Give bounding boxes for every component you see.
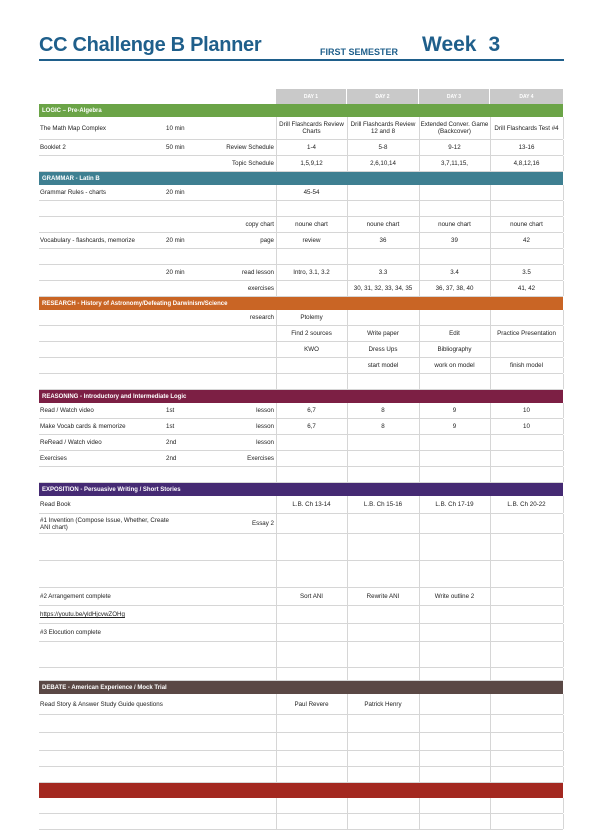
table-row	[39, 798, 563, 814]
table-row	[39, 588, 563, 606]
table-row	[39, 467, 563, 483]
day-2-cell: 8	[381, 423, 385, 430]
table-row	[39, 326, 563, 342]
row-unit: lesson	[256, 439, 274, 446]
table-row	[39, 694, 563, 715]
row-unit: Review Schedule	[226, 144, 274, 151]
day-2-cell: Dress Ups	[368, 346, 398, 353]
day-4-cell: finish model	[509, 362, 544, 369]
row-unit: lesson	[256, 423, 274, 430]
day-2-cell: noune chart	[366, 221, 400, 228]
row-unit: read lesson	[242, 269, 274, 276]
day-4-cell: 10	[523, 423, 530, 430]
day-2-cell: 3.3	[378, 269, 388, 276]
row-label: The Math Map Complex	[40, 124, 107, 132]
row-unit: page	[260, 237, 274, 244]
row-label: Grammar Rules - charts	[40, 189, 107, 196]
day-1-header: DAY 1	[276, 89, 347, 104]
row-unit: research	[249, 314, 274, 321]
table-row	[39, 814, 563, 830]
day-4-cell: 3.5	[522, 269, 531, 276]
row-unit: Topic Schedule	[232, 160, 274, 167]
video-link[interactable]	[40, 606, 165, 623]
day-4-cell: 42	[523, 237, 530, 244]
day-1-cell: review	[302, 237, 321, 244]
table-row	[39, 561, 563, 588]
day-4-cell: Drill Flashcards Test #4	[494, 124, 559, 132]
debate-section-header: DEBATE - American Experience / Mock Trial	[39, 681, 563, 694]
table-row	[39, 451, 563, 467]
table-row	[39, 403, 563, 419]
day-1-cell: 1-4	[307, 144, 316, 151]
day-1-cell: 6,7	[307, 407, 316, 414]
planner-title: CC Challenge B Planner	[39, 34, 262, 56]
bottom-section-bar	[39, 783, 563, 798]
semester-label: FIRST SEMESTER	[320, 47, 399, 57]
day-2-cell: L.B. Ch 15-16	[363, 501, 403, 508]
day-1-cell: noune chart	[295, 221, 328, 228]
day-4-cell: Practice Presentation	[497, 330, 556, 337]
day-2-cell: Drill Flashcards Review 12 and 8	[350, 121, 416, 135]
row-label: Exercises	[40, 455, 67, 462]
table-row	[39, 668, 563, 681]
grammar-section-header: GRAMMAR - Latin B	[39, 172, 563, 185]
day-4-header: DAY 4	[490, 89, 563, 104]
row-time: 50 min	[166, 144, 185, 151]
row-label: Booklet 2	[40, 144, 66, 151]
day-3-cell: L.B. Ch 17-19	[435, 501, 474, 508]
day-2-cell: 8	[381, 407, 385, 414]
day-2-cell: 36	[379, 237, 387, 244]
table-row	[39, 156, 563, 172]
table-row	[39, 185, 563, 201]
table-row	[39, 358, 563, 374]
table-row	[39, 374, 563, 390]
day-3-cell: Extended Conver. Game (Backcover)	[420, 121, 489, 135]
row-label: Make Vocab cards & memorize	[40, 423, 126, 430]
day-3-cell: 36, 37, 38, 40	[435, 285, 474, 292]
day-2-cell: start model	[367, 362, 399, 369]
table-row	[39, 310, 563, 326]
week-number: 3	[488, 33, 501, 56]
reasoning-section-header: REASONING - Introductory and Intermediate Logic	[39, 390, 563, 403]
day-1-cell: Paul Revere	[294, 700, 329, 708]
header-rule	[39, 59, 564, 61]
row-unit: Essay 2	[251, 520, 274, 527]
day-2-header: DAY 2	[347, 89, 419, 104]
table-row	[39, 751, 563, 767]
table-row	[39, 117, 563, 140]
day-2-cell: Rewrite ANI	[366, 593, 400, 600]
day-1-cell: Ptolemy	[300, 314, 323, 321]
table-row	[39, 534, 563, 561]
day-1-cell: Find 2 sources	[291, 330, 332, 337]
table-row	[39, 249, 563, 265]
table-row	[39, 624, 563, 642]
row-unit: lesson	[256, 407, 274, 414]
table-row	[39, 140, 563, 156]
row-time: 1st	[166, 407, 175, 414]
day-header-row	[39, 89, 563, 104]
exposition-section-header: EXPOSITION - Persuasive Writing / Short Stories	[39, 483, 563, 496]
row-time: 2nd	[166, 455, 177, 462]
row-unit: copy chart	[245, 221, 274, 228]
day-3-cell: 39	[451, 237, 458, 244]
table-row	[39, 514, 563, 534]
day-1-cell: 45-54	[303, 189, 320, 196]
day-4-cell: noune chart	[510, 221, 543, 228]
table-row	[39, 419, 563, 435]
table-row	[39, 435, 563, 451]
table-row	[39, 715, 563, 733]
row-label: #2 Arrangement complete	[40, 593, 111, 600]
day-4-cell: L.B. Ch 20-22	[507, 501, 546, 508]
day-4-cell: 13-16	[518, 144, 535, 151]
week-word: Week	[422, 33, 477, 56]
row-time: 1st	[166, 423, 175, 430]
row-label: Read Story & Answer Study Guide questions	[40, 700, 163, 708]
row-label: Read / Watch video	[40, 407, 94, 414]
row-unit: exercises	[247, 285, 274, 292]
table-row	[39, 642, 563, 668]
week-label	[422, 33, 500, 57]
day-1-cell: Sort ANI	[299, 593, 324, 600]
day-2-cell: 5-8	[378, 144, 388, 151]
row-unit: Exercises	[247, 455, 274, 462]
day-1-cell: 1,5,9,12	[300, 160, 323, 167]
planner-table	[39, 89, 563, 830]
row-label: Vocabulary - flashcards, memorize	[40, 237, 135, 244]
day-3-cell: 9	[452, 407, 457, 414]
day-1-cell: L.B. Ch 13-14	[292, 501, 331, 508]
day-3-cell: Bibliography	[437, 346, 472, 353]
day-4-cell: 41, 42	[517, 285, 536, 292]
logic-section-header: LOGIC – Pre-Algebra	[39, 104, 563, 117]
day-2-cell: 2,6,10,14	[370, 160, 396, 167]
row-label: #3 Elocution complete	[40, 629, 101, 636]
video-link-text[interactable]: https://youtu.be/yldHjcvwZOHg	[40, 611, 125, 618]
day-2-cell: 30, 31, 32, 33, 34, 35	[353, 285, 413, 292]
day-4-cell: 10	[523, 407, 530, 414]
day-3-cell: noune chart	[438, 221, 471, 228]
table-row	[39, 496, 563, 514]
day-3-cell: 9-12	[448, 144, 461, 151]
day-3-cell: work on model	[434, 362, 475, 369]
day-1-cell: Drill Flashcards Review Charts	[279, 121, 344, 135]
day-3-cell: Write outline 2	[434, 593, 475, 600]
table-row	[39, 767, 563, 783]
table-row	[39, 281, 563, 297]
day-2-cell: Write paper	[367, 330, 399, 337]
row-time: 20 min	[166, 269, 185, 276]
day-3-cell: 9	[452, 423, 457, 430]
day-4-cell: 4,8,12,16	[513, 160, 540, 167]
day-3-cell: 3.4	[450, 269, 459, 276]
day-3-cell: Edit	[449, 330, 460, 337]
table-row	[39, 606, 563, 624]
row-time: 20 min	[166, 189, 185, 196]
table-row	[39, 233, 563, 249]
day-2-cell: Patrick Henry	[364, 700, 402, 708]
table-row	[39, 217, 563, 233]
day-1-cell: 6,7	[307, 423, 316, 430]
row-label: Read Book	[40, 501, 71, 508]
row-label: ReRead / Watch video	[40, 439, 102, 446]
row-label: #1 Invention (Compose Issue, Whether, Create ANI chart)	[40, 516, 169, 531]
day-1-cell: Intro, 3.1, 3.2	[293, 269, 330, 276]
research-section-header: RESEARCH - History of Astronomy/Defeating Darwinism/Science	[39, 297, 563, 310]
row-time: 2nd	[166, 439, 177, 446]
day-1-cell: KWO	[304, 346, 319, 353]
day-3-cell: 3,7,11,15,	[440, 160, 469, 167]
table-row	[39, 342, 563, 358]
day-3-header: DAY 3	[419, 89, 490, 104]
table-row	[39, 201, 563, 217]
row-time: 10 min	[166, 124, 185, 132]
table-row	[39, 265, 563, 281]
row-time: 20 min	[166, 237, 185, 244]
table-row	[39, 733, 563, 751]
